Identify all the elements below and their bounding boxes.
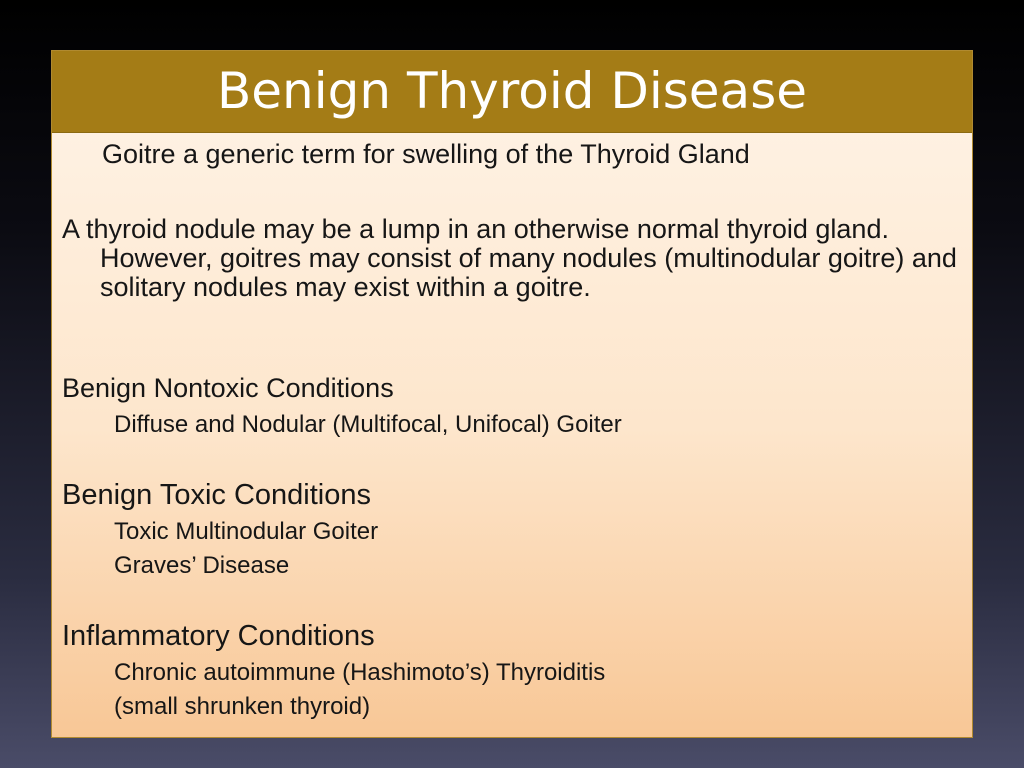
section-item: Toxic Multinodular Goiter xyxy=(114,518,379,545)
section-item: Diffuse and Nodular (Multifocal, Unifocal) Goiter xyxy=(114,411,622,438)
nodule-paragraph: A thyroid nodule may be a lump in an otherwise normal thyroid gland. However, goitres may consist of many nodules (multinodular goitre) and solitary nodules may exist within a goitre. xyxy=(62,214,957,302)
section-heading-nontoxic: Benign Nontoxic Conditions xyxy=(62,373,394,403)
section-item: Chronic autoimmune (Hashimoto’s) Thyroiditis xyxy=(114,659,606,686)
slide-title: Benign Thyroid Disease xyxy=(216,62,807,120)
section-heading-inflammatory: Inflammatory Conditions xyxy=(62,620,375,652)
section-item: (small shrunken thyroid) xyxy=(114,693,371,720)
title-bar xyxy=(52,51,972,133)
section-heading-toxic: Benign Toxic Conditions xyxy=(62,479,371,511)
slide xyxy=(51,50,973,738)
subtitle: Goitre a generic term for swelling of the Thyroid Gland xyxy=(102,139,750,169)
section-item: Graves’ Disease xyxy=(114,552,290,579)
